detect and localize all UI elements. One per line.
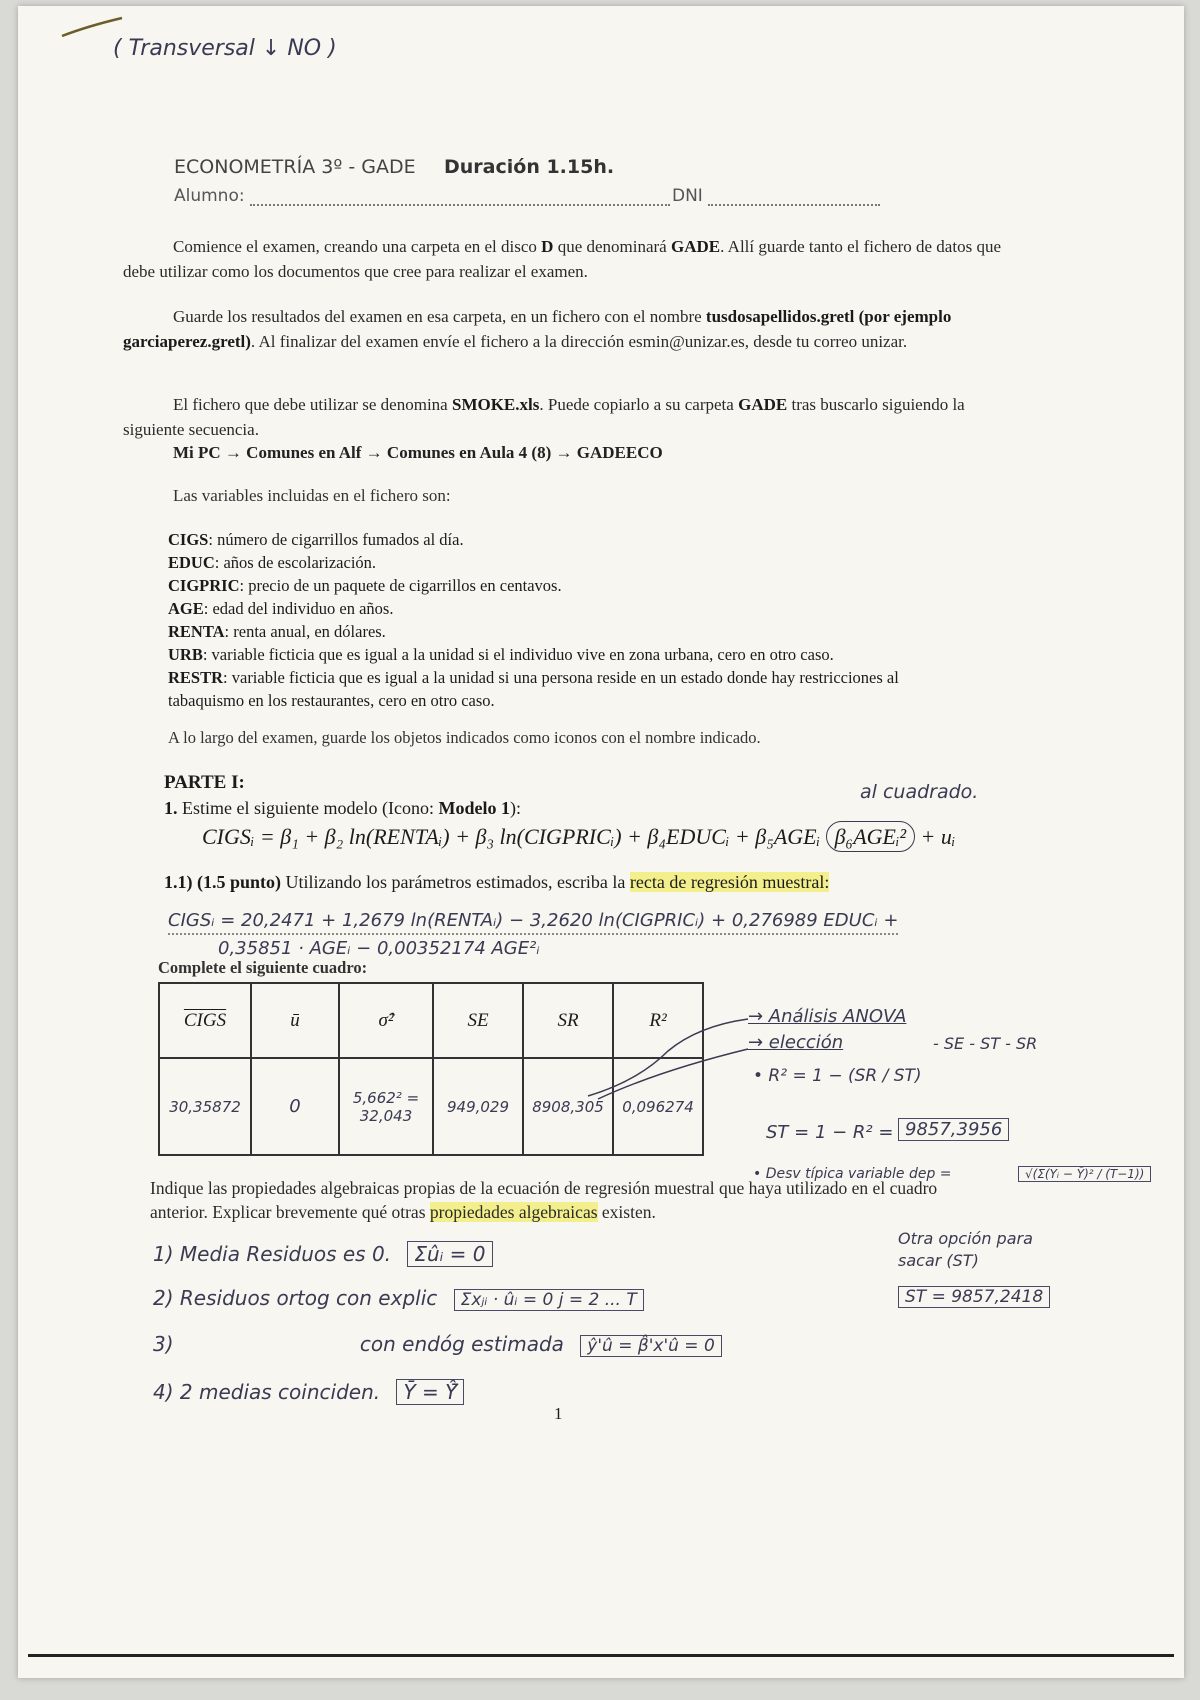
question-1: 1. Estime el siguiente modelo (Icono: Modelo 1): — [164, 798, 521, 818]
property-item: 4) 2 medias coinciden. Ȳ = Ŷ̄ — [153, 1380, 464, 1404]
note-desv: • Desv típica variable dep = — [753, 1166, 952, 1182]
circled-term: β₆AGEᵢ² — [826, 821, 915, 852]
header-sigma2: σ̂² — [339, 983, 433, 1058]
note-st-value-2: ST = 9857,2418 — [898, 1286, 1050, 1308]
student-name-line — [250, 204, 670, 206]
margin-note: ( Transversal ↓ NO ) — [113, 36, 337, 61]
note-identity: - SE - ST - SR — [933, 1034, 1038, 1053]
header-u-mean: ū — [251, 983, 339, 1058]
variables-intro: Las variables incluidas en el fichero son: — [173, 486, 451, 505]
bottom-rule — [28, 1654, 1174, 1657]
value-sr: 8908,305 — [523, 1058, 613, 1155]
value-u-mean: 0 — [251, 1058, 339, 1155]
value-se: 949,029 — [433, 1058, 523, 1155]
pen-arrows-icon — [578, 1011, 758, 1101]
note-r2-formula: • R² = 1 − (SR / ST) — [753, 1066, 922, 1086]
variable-list — [168, 528, 968, 712]
exam-duration: Duración 1.15h. — [444, 156, 615, 178]
exam-page — [18, 6, 1184, 1678]
note-squared: al cuadrado. — [860, 781, 979, 803]
header-r2: R² — [613, 983, 703, 1058]
note-st-value: 9857,3956 — [898, 1118, 1009, 1141]
regression-answer-line-2: 0,35851 · AGEᵢ − 0,00352174 AGE²ᵢ — [218, 938, 540, 959]
note-st-formula: ST = 1 − R² = — [766, 1122, 894, 1143]
value-cigs-mean: 30,35872 — [159, 1058, 251, 1155]
header-cigs-mean: CIGS — [159, 983, 251, 1058]
dni-label: DNI — [672, 186, 703, 206]
variable-item: URB: variable ficticia que es igual a la unidad si el individuo vive en zona urbana, cero en otro caso. — [168, 645, 834, 664]
question-1-1: 1.1) (1.5 punto) Utilizando los parámetros estimados, escriba la recta de regresión muestral: — [164, 872, 830, 892]
page-number: 1 — [554, 1404, 563, 1423]
instructions-paragraph-3: El fichero que debe utilizar se denomina SMOKE.xls. Puede copiarlo a su carpeta GADE tras buscarlo siguiendo la siguiente secuencia. — [123, 395, 965, 439]
course-title: ECONOMETRÍA 3º - GADE — [174, 156, 416, 178]
note-anova: → Análisis ANOVA — [748, 1006, 907, 1027]
variable-item: EDUC: años de escolarización. — [168, 553, 377, 572]
instructions-paragraph-2: Guarde los resultados del examen en esa carpeta, en un fichero con el nombre tusdosapellidos.gretl (por ejemplo garciaperez.gretl). Al finalizar del examen envíe el fichero a la dirección esmin@unizar.es, desde tu correo unizar. — [123, 307, 952, 351]
save-note: A lo largo del examen, guarde los objetos indicados como iconos con el nombre indicado. — [168, 728, 761, 747]
note-desv-formula: √(Σ(Yᵢ − Ȳ)² / (T−1)) — [1018, 1166, 1151, 1182]
instructions-paragraph-1: Comience el examen, creando una carpeta en el disco D que denominará GADE. Allí guarde tanto el fichero de datos que debe utilizar como los documentos que cree para realizar el examen. — [123, 237, 1001, 281]
property-item: 3) con endóg estimada ŷ'û = β̂'x'û = 0 — [153, 1332, 722, 1356]
model-equation: CIGSᵢ = β₁ + β₂ ln(RENTAᵢ) + β₃ ln(CIGPRICᵢ) + β₄EDUCᵢ + β₅AGEᵢ β₆AGEᵢ² + uᵢ — [202, 824, 955, 850]
value-sigma2: 5,662² = 32,043 — [339, 1058, 433, 1155]
header-sr: SR — [523, 983, 613, 1058]
dni-line — [708, 204, 880, 206]
properties-question: Indique las propiedades algebraicas propias de la ecuación de regresión muestral que haya utilizado en el cuadro anterior. Explicar brevemente qué otras propiedades algebraicas existen. — [150, 1178, 938, 1222]
file-path: Mi PC → Comunes en Alf → Comunes en Aula 4 (8) → GADEECO — [173, 443, 663, 462]
property-item: 2) Residuos ortog con explic Σxⱼᵢ · ûᵢ = 0 j = 2 ... T — [153, 1286, 644, 1310]
note-other-option: Otra opción para sacar (ST) — [898, 1229, 1033, 1270]
part-title: PARTE I: — [164, 772, 245, 793]
variable-item: CIGPRIC: precio de un paquete de cigarrillos en centavos. — [168, 576, 562, 595]
table-caption: Complete el siguiente cuadro: — [158, 958, 368, 977]
variable-item: CIGS: número de cigarrillos fumados al día. — [168, 530, 464, 549]
property-item: 1) Media Residuos es 0. Σûᵢ = 0 — [153, 1242, 493, 1266]
variable-item: RESTR: variable ficticia que es igual a la unidad si una persona reside en un estado donde hay restricciones al tabaquismo en los restaurantes, cero en otro caso. — [168, 668, 899, 710]
variable-item: AGE: edad del individuo en años. — [168, 599, 394, 618]
note-election: → elección — [748, 1032, 844, 1053]
variable-item: RENTA: renta anual, en dólares. — [168, 622, 386, 641]
header-se: SE — [433, 983, 523, 1058]
value-r2: 0,096274 — [613, 1058, 703, 1155]
regression-answer-line-1: CIGSᵢ = 20,2471 + 1,2679 ln(RENTAᵢ) − 3,2620 ln(CIGPRICᵢ) + 0,276989 EDUCᵢ + — [168, 910, 898, 935]
student-label: Alumno: — [174, 186, 245, 206]
